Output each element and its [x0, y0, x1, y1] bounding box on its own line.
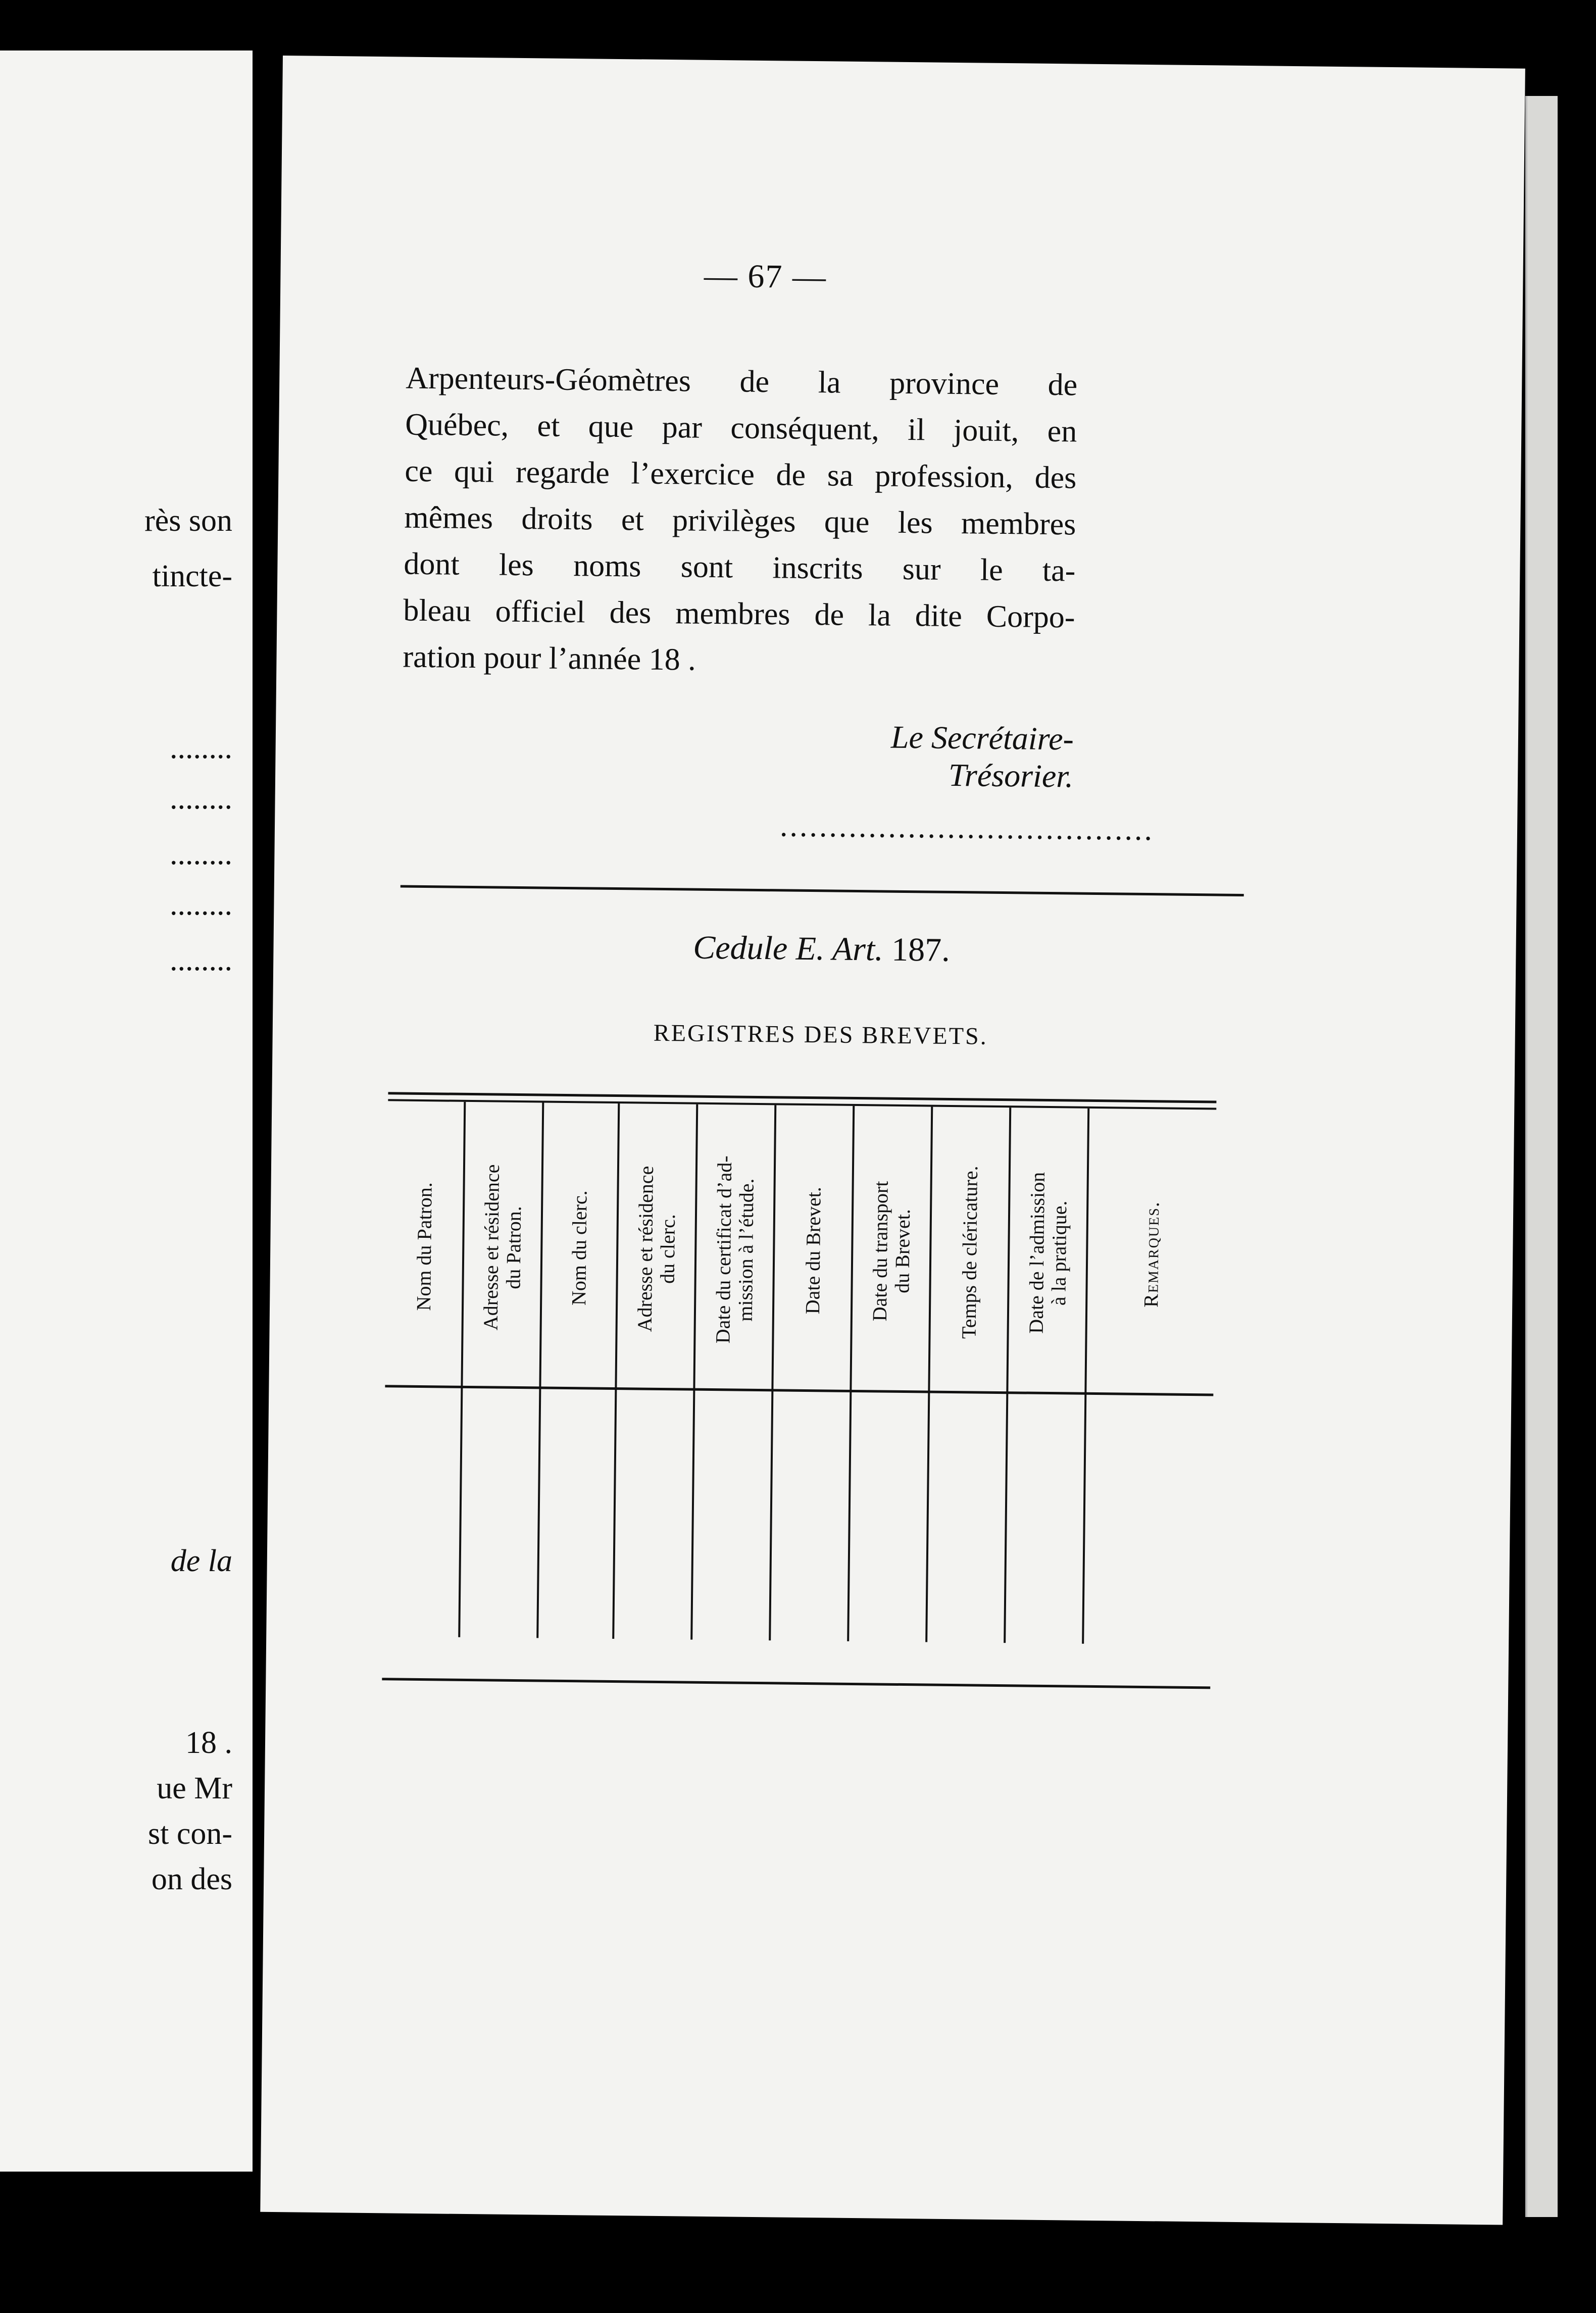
facing-page-line: ........ — [170, 837, 232, 871]
column-header-label: Date du certificat d’ad- mission à l’étude. — [711, 1155, 758, 1344]
column-header-label: Remarques. — [1139, 1200, 1163, 1308]
paragraph-line: dont les noms sont inscrits sur le ta- — [404, 546, 1076, 588]
facing-page-line: ........ — [170, 887, 232, 922]
register-title: REGISTRES DES BREVETS. — [653, 1019, 988, 1050]
facing-page-line: ........ — [170, 781, 232, 816]
column-header-label: Date de l’admission à la pratique. — [1024, 1172, 1071, 1334]
column-header-label: Nom du clerc. — [567, 1190, 591, 1306]
facing-page-line: ue Mr — [157, 1771, 232, 1805]
paragraph-line: ce qui regarde l’exercice de sa profession, des — [405, 454, 1077, 495]
schedule-title-number: 187. — [891, 931, 951, 969]
main-page — [260, 56, 1525, 2225]
facing-page — [0, 51, 256, 2172]
paragraph-line: Québec, et que par conséquent, il jouit, en — [405, 407, 1077, 449]
column-header — [1008, 1119, 1087, 1387]
paragraph-line: mêmes droits et privilèges que les membres — [404, 500, 1076, 542]
column-header — [852, 1117, 931, 1386]
column-header — [541, 1114, 618, 1382]
schedule-title-label: Cedule E. Art. — [692, 929, 884, 968]
column-header — [1086, 1120, 1216, 1389]
column-header — [385, 1112, 464, 1381]
column-header-label: Temps de cléricature. — [957, 1165, 982, 1339]
signature-title: Le Secrétaire-Trésorier. — [890, 719, 1074, 794]
facing-page-line: rès son — [144, 504, 232, 538]
facing-page-line: tincte- — [152, 559, 232, 593]
column-header-label: Date du Brevet. — [801, 1186, 825, 1315]
column-header — [774, 1116, 853, 1385]
page-edge — [1525, 96, 1558, 2217]
table-bottom-rule — [382, 1678, 1210, 1689]
body-paragraph — [403, 355, 1078, 687]
schedule-title — [400, 926, 1243, 973]
facing-page-line: ........ — [170, 943, 232, 977]
facing-page-line: st con- — [147, 1817, 232, 1851]
facing-page-line: on des — [151, 1862, 232, 1896]
signature-dotted-line: ...................................... — [779, 809, 1155, 847]
column-header — [617, 1115, 696, 1383]
column-header-label: Date du transport du Brevet. — [868, 1181, 914, 1322]
paragraph-line: Arpenteurs-Géomètres de la province de — [405, 361, 1078, 403]
column-header — [930, 1118, 1009, 1387]
register-table — [382, 1092, 1216, 1706]
column-header-label: Adresse et résidence du clerc. — [633, 1166, 679, 1332]
column-header — [695, 1116, 775, 1384]
facing-page-line: 18 . — [185, 1726, 232, 1760]
paragraph-line: ration pour l’année 18 . — [403, 639, 696, 677]
column-header-label: Nom du Patron. — [412, 1182, 436, 1311]
column-header — [463, 1113, 542, 1382]
section-rule — [401, 885, 1244, 896]
facing-page-line: de la — [170, 1544, 232, 1578]
column-header-label: Adresse et résidence du Patron. — [479, 1164, 525, 1331]
paragraph-line: bleau officiel des membres de la dite Corpo- — [403, 593, 1075, 635]
facing-page-line: ........ — [170, 731, 232, 765]
page-number: — 67 — — [704, 257, 827, 296]
